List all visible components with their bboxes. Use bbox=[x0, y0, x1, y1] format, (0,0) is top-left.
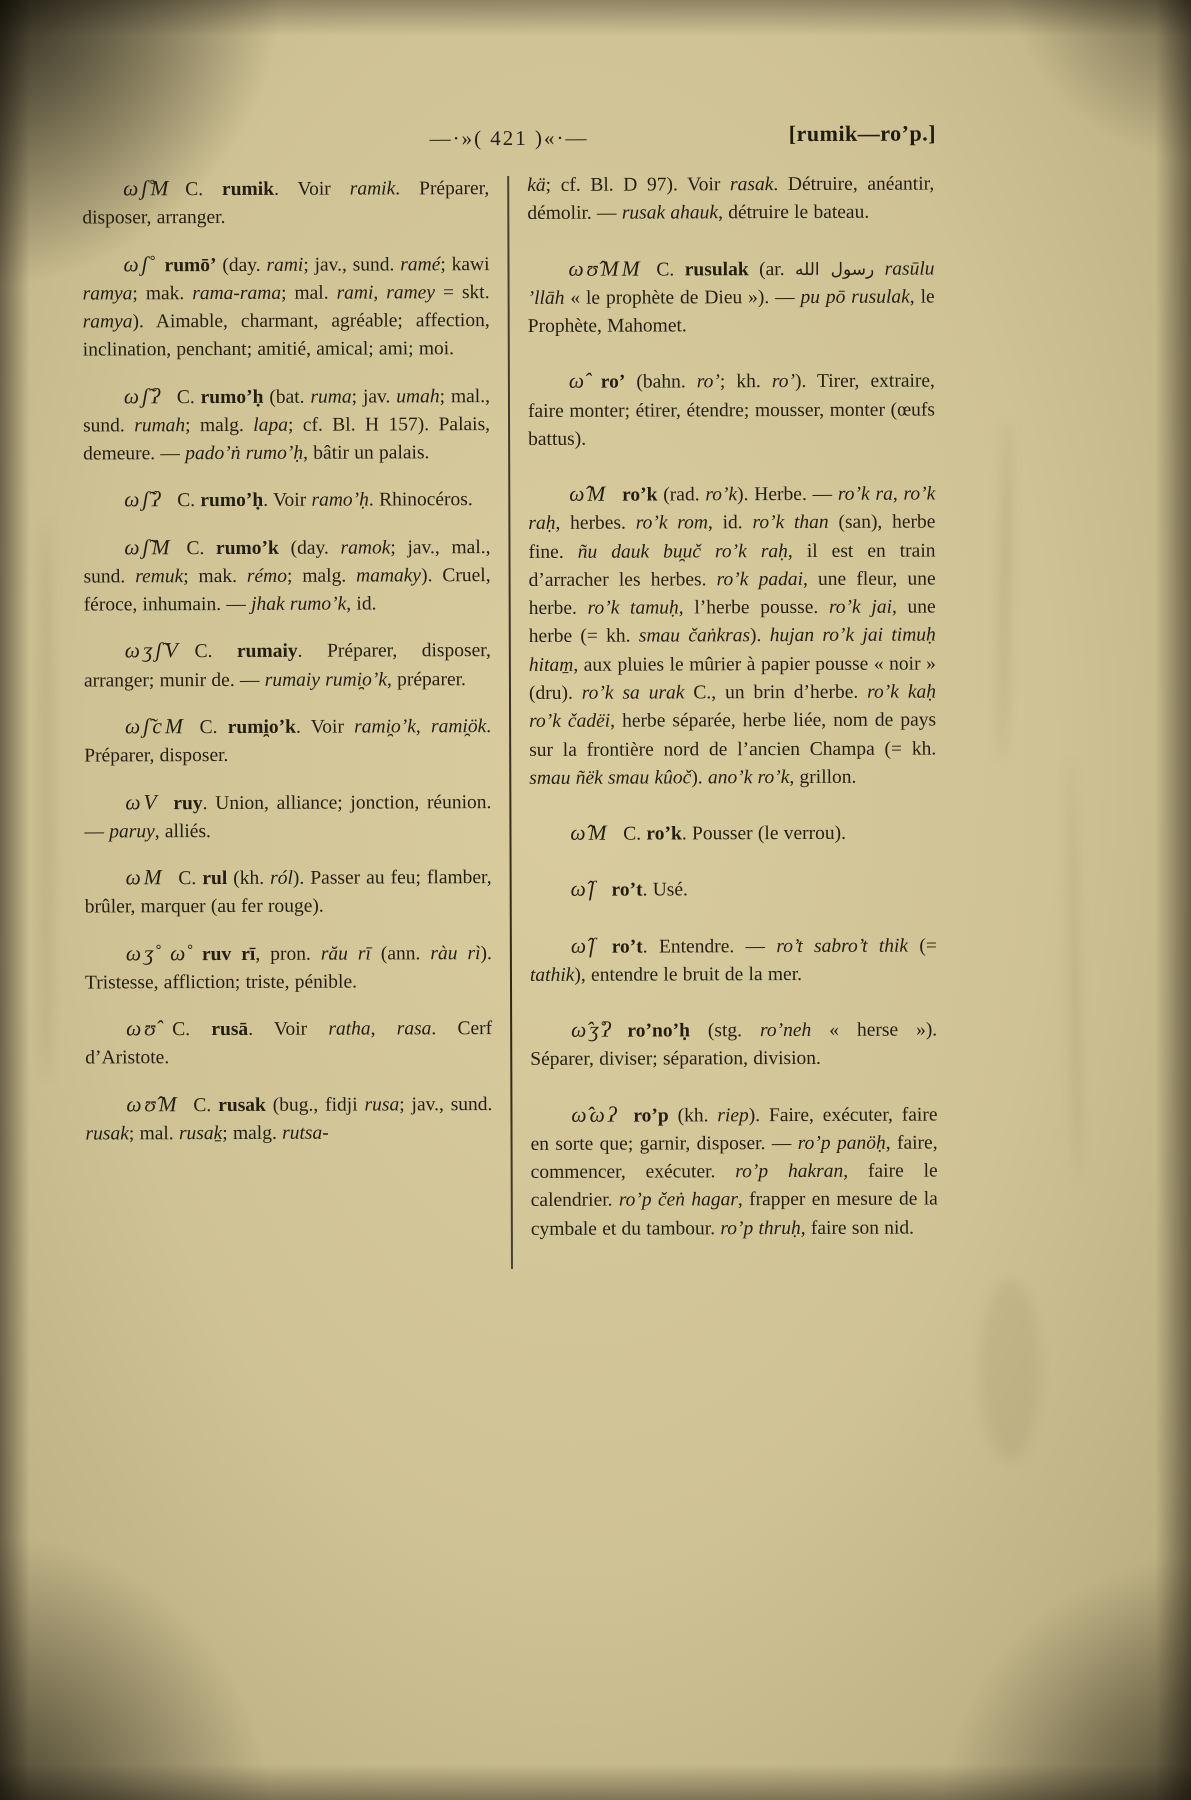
entry-rumoh bbox=[83, 380, 490, 469]
entry-text-segment: rău rī bbox=[320, 943, 371, 965]
entry-text-segment: ro’k tamuḥ bbox=[587, 597, 679, 619]
entry-text-segment: hujan ro’k jai timuḥ hitam̱ bbox=[528, 624, 936, 676]
entry-text-segment: ), entendre le bruit de la mer. bbox=[574, 963, 803, 986]
entry-text-segment: rumo’ḥ bbox=[200, 386, 264, 408]
entry-text-segment: , une herbe (= kh. bbox=[528, 596, 936, 648]
entry-text-segment: rusak̠ bbox=[178, 1122, 223, 1145]
entry-text-segment: ro’k sa urak bbox=[581, 682, 685, 704]
entry-text-segment: ). Cruel, féroce, inhumain. — bbox=[83, 564, 491, 616]
entry-rul bbox=[85, 861, 492, 922]
entry-text-segment: rusā bbox=[211, 1019, 249, 1041]
entry-text-segment: , herbe séparée, herbe liée, nom de pays sur la frontière nord de l’ancien Champa (= kh. bbox=[529, 709, 937, 761]
entry-text-segment: ). Aimable, charmant, agréable; affection, inclination, penchant; amitié, amical; ami; moi. bbox=[82, 310, 490, 361]
entry-text-segment: ramya bbox=[82, 311, 133, 333]
entry-text-segment: rumi̯o’k bbox=[227, 716, 296, 738]
entry-text-segment: ro’ bbox=[696, 371, 720, 393]
cham-script-glyphs: ωʃ̊ bbox=[123, 251, 165, 276]
entry-text-segment: ramya bbox=[82, 283, 133, 305]
entry-text-segment: , faire, commencer, exécuter. bbox=[530, 1132, 938, 1184]
entry-rop bbox=[530, 1098, 938, 1244]
cham-script-glyphs: ωM bbox=[125, 865, 179, 890]
entry-text-segment: ; kh. bbox=[719, 371, 772, 393]
entry-text-segment: ro’k ra bbox=[837, 483, 893, 505]
bleed-through-smudge bbox=[980, 1280, 1040, 1460]
entry-text-segment: ramé bbox=[400, 253, 441, 275]
entry-text-segment: C. bbox=[186, 537, 217, 559]
entry-text-segment: ). Tristesse, affliction; triste, pénible. bbox=[84, 942, 492, 994]
entry-text-segment: ro’k padai bbox=[716, 568, 804, 591]
entry-text-segment: ro’ bbox=[771, 371, 795, 393]
entry-text-segment: pado’ṅ rumo’ḥ bbox=[185, 442, 304, 465]
entry-text-segment: rasūlu ’llāh bbox=[527, 258, 935, 309]
right-column bbox=[527, 171, 938, 1269]
cham-script-glyphs: ωV bbox=[125, 789, 174, 814]
entry-text-segment: . Entendre. — bbox=[642, 935, 777, 958]
entry-ro bbox=[528, 365, 935, 454]
entry-text-segment: , bbox=[370, 1018, 397, 1040]
entry-text-segment: rusa bbox=[364, 1094, 400, 1116]
entry-text-segment: ; kawi bbox=[440, 253, 490, 275]
entry-text-segment: rami, ramey bbox=[336, 282, 436, 304]
entry-text-segment: rusulak bbox=[684, 258, 749, 280]
entry-text-segment: rémo bbox=[246, 565, 288, 587]
entry-text-segment: C. bbox=[178, 868, 203, 890]
entry-text-segment: . Voir bbox=[263, 490, 312, 512]
cham-script-glyphs: ωʃ̃ʔ bbox=[123, 383, 177, 408]
entry-text-segment: C., un brin d’herbe. bbox=[684, 681, 868, 704]
entry-text-segment: , aux pluies le mûrier à papier pousse « noir » (dru). bbox=[528, 653, 936, 704]
entry-text-segment: (kh. bbox=[227, 867, 271, 890]
entry-text-segment: pu pō rusulak bbox=[800, 286, 910, 308]
entry-text-segment: (ann. bbox=[370, 942, 431, 965]
entry-text-segment: lapa bbox=[253, 414, 288, 436]
entry-rusak bbox=[85, 1088, 492, 1149]
entry-rot bbox=[530, 873, 937, 906]
entry-text-segment: ; malg. bbox=[286, 565, 357, 587]
entry-text-segment: rul bbox=[202, 868, 228, 890]
entry-rumo bbox=[82, 248, 489, 365]
entry-text-segment: , pron. bbox=[255, 943, 321, 965]
entry-text-segment: . Union, alliance; jonction, réunion. — bbox=[84, 791, 492, 843]
entry-text-segment: ro’k raḥ bbox=[528, 483, 936, 535]
running-head: [rumik—ro’p.] bbox=[788, 120, 937, 147]
bleed-through-smudge bbox=[997, 420, 1013, 760]
entry-text-segment: , bbox=[892, 483, 904, 505]
entry-text-segment: . Pousser (le verrou). bbox=[681, 822, 847, 845]
entry-rok-2 bbox=[529, 817, 936, 850]
entry-text-segment: rusak ahauk bbox=[621, 202, 719, 224]
entry-text-segment: ro’p panöḥ bbox=[797, 1132, 886, 1154]
entry-ruy bbox=[84, 786, 491, 847]
cham-script-glyphs: ωʊ̂M bbox=[126, 1091, 194, 1116]
entry-text-segment: , le Prophète, Mahomet. bbox=[527, 286, 935, 338]
entry-text-segment: ro’no’ḥ bbox=[627, 1020, 690, 1042]
entry-text-segment: tathik bbox=[529, 964, 575, 986]
entry-text-segment: rumik bbox=[222, 178, 275, 201]
cham-script-glyphs: ωʃ̃cM bbox=[124, 714, 200, 739]
entry-text-segment: ). Tirer, extraire, faire monter; étirer, étendre; mousser, monter (œufs battus). bbox=[527, 370, 936, 450]
entry-text-segment: . Voir bbox=[295, 716, 355, 738]
cham-script-glyphs: ωʊ̂ bbox=[126, 1016, 173, 1041]
entry-text-segment: ro’k jai bbox=[828, 596, 893, 619]
entry-text-segment: , bâtir un palais. bbox=[303, 442, 430, 464]
entry-text-segment: ; cf. Bl. H 157). Palais, demeure. — bbox=[83, 413, 491, 465]
entry-text-segment: (rad. bbox=[657, 484, 706, 506]
entry-text-segment: C. bbox=[185, 179, 223, 201]
entry-text-segment: , une fleur, une herbe. bbox=[528, 568, 936, 620]
entry-rumik bbox=[82, 172, 489, 233]
entry-text-segment: rasa bbox=[396, 1018, 432, 1040]
entry-text-segment: . Usé. bbox=[642, 879, 688, 901]
cham-script-glyphs: ω̂ωʔ bbox=[571, 1102, 634, 1127]
entry-text-segment: kä bbox=[527, 174, 546, 196]
entry-text-segment: ro’t bbox=[611, 879, 643, 901]
entry-text-segment: ano’k ro’k bbox=[707, 766, 790, 789]
entry-text-segment: . Voir bbox=[248, 1018, 329, 1041]
entry-text-segment: rusak bbox=[218, 1094, 266, 1116]
cham-script-glyphs: ωʒ̊ ω̊ bbox=[125, 940, 203, 965]
entry-text-segment: umah bbox=[396, 385, 440, 407]
entry-text-segment: C. bbox=[623, 823, 647, 845]
entry-rusa bbox=[85, 1012, 492, 1073]
entry-text-segment: ro’p čeṅ hagar bbox=[618, 1189, 738, 1212]
entry-text-segment: C. bbox=[656, 258, 685, 281]
entry-rumiok bbox=[84, 710, 491, 771]
entry-text-segment: , id. bbox=[346, 593, 377, 615]
entry-ruv-ri bbox=[85, 937, 492, 998]
entry-text-segment: rutsa- bbox=[282, 1122, 329, 1144]
entry-text-segment: ). bbox=[750, 625, 770, 647]
entry-text-segment: (bat. bbox=[263, 386, 311, 408]
entry-text-segment: ro’k kaḥ ro’k čadëi bbox=[529, 681, 937, 733]
entry-text-segment: , préparer. bbox=[386, 668, 466, 691]
entry-text-segment: . Cerf d’Aristote. bbox=[85, 1018, 493, 1069]
entry-text-segment: rumo’ḥ bbox=[200, 490, 264, 512]
two-column-text bbox=[82, 171, 940, 1271]
entry-text-segment: ro’p thruḥ bbox=[720, 1217, 801, 1239]
entry-text-segment: remuk bbox=[135, 566, 184, 588]
entry-text-segment: (= bbox=[908, 935, 937, 957]
entry-text-segment: ; malg. bbox=[222, 1122, 283, 1144]
entry-text-segment: rama-rama bbox=[192, 282, 282, 304]
entry-text-segment: ramok bbox=[340, 537, 391, 559]
bleed-through-smudge bbox=[1066, 760, 1082, 1180]
entry-text-segment: ràu rì bbox=[430, 942, 481, 964]
cham-script-glyphs: ωʃ̃ʔ bbox=[124, 487, 178, 512]
page-body bbox=[82, 120, 940, 1271]
column-divider bbox=[507, 176, 513, 1269]
entry-text-segment: rami̯o’k bbox=[354, 716, 416, 738]
entry-text-segment: ro’k bbox=[646, 823, 682, 845]
entry-ronoh bbox=[530, 1014, 937, 1075]
entry-text-segment: ratha bbox=[328, 1018, 371, 1040]
cham-script-glyphs: ω̂M bbox=[570, 820, 624, 845]
entry-text-segment: (day. bbox=[278, 537, 341, 559]
entry-text-segment: ro’k bbox=[622, 484, 658, 506]
entry-text-segment: ruv rī bbox=[201, 943, 256, 965]
entry-text-segment: . Détruire, anéantir, démolir. — bbox=[527, 173, 935, 225]
entry-text-segment: ro’k rom bbox=[635, 512, 708, 534]
entry-text-segment bbox=[874, 258, 885, 279]
entry-text-segment: riep bbox=[717, 1104, 749, 1126]
entry-text-segment: ; jav. bbox=[351, 385, 397, 408]
entry-text-segment: ro’k bbox=[705, 484, 738, 506]
entry-text-segment: rumo’k bbox=[215, 537, 279, 559]
entry-text-segment: ). Herbe. — bbox=[737, 483, 838, 506]
entry-text-segment: (kh. bbox=[668, 1104, 718, 1127]
entry-text-segment: « le prophète de Dieu »). — bbox=[564, 286, 801, 309]
entry-text-segment: ro’neh bbox=[759, 1020, 812, 1042]
entry-text-segment: rumaiy bbox=[236, 641, 298, 663]
entry-text-segment: . Préparer, disposer, arranger; munir de. — bbox=[83, 640, 491, 692]
entry-text-segment: , détruire le bateau. bbox=[718, 202, 870, 224]
entry-text-segment: C. bbox=[176, 386, 201, 408]
cham-script-glyphs: ω̂ bbox=[568, 369, 601, 394]
entry-text-segment: rumō’ bbox=[164, 254, 217, 276]
entry-text-segment: ro’k than bbox=[752, 512, 829, 534]
entry-text-segment: ro’t sabro’t thik bbox=[776, 935, 909, 957]
entry-rot-2 bbox=[530, 929, 937, 990]
entry-text-segment: rusak bbox=[85, 1123, 129, 1145]
entry-text-segment: C. bbox=[177, 490, 201, 512]
cham-script-glyphs: ω̂ʒ̊ʔ bbox=[571, 1017, 628, 1042]
entry-text-segment: C. bbox=[199, 716, 228, 739]
entry-text-segment: . Rhinocéros. bbox=[368, 489, 473, 511]
entry-rumok bbox=[83, 531, 490, 620]
entry-text-segment: ; jav., mal., sund. bbox=[83, 536, 491, 588]
entry-text-segment: ñu dauk bu̯uč ro’k raḥ bbox=[577, 540, 788, 563]
entry-text-segment: , l’herbe pousse. bbox=[678, 597, 829, 619]
entry-text-segment: ramik bbox=[349, 178, 396, 200]
cham-script-glyphs: ω̂ſ bbox=[570, 933, 612, 958]
entry-text-segment: ro’ bbox=[600, 371, 626, 394]
cham-script-glyphs: ωʃ̊M bbox=[123, 176, 186, 201]
entry-text-segment: smau čaṅkras bbox=[638, 625, 751, 648]
entry-text-segment: , il est en train d’arracher les herbes. bbox=[528, 540, 936, 591]
entry-text-segment: , faire son nid. bbox=[800, 1217, 915, 1239]
entry-text-segment: (bahn. bbox=[625, 371, 697, 393]
entry-text-segment: , alliés. bbox=[154, 820, 211, 843]
entry-text-segment: , herbes. bbox=[555, 512, 636, 535]
entry-text-segment: C. bbox=[172, 1019, 212, 1041]
entry-rumaiy bbox=[84, 635, 491, 696]
entry-text-segment: « herse »). Séparer, diviser; séparation, division. bbox=[530, 1019, 938, 1071]
page-number: —·»( 421 )«·— bbox=[429, 125, 589, 151]
entry-text-segment: mamaky bbox=[356, 565, 422, 587]
entry-text-segment: rasak bbox=[729, 174, 774, 196]
entry-rok bbox=[528, 478, 936, 793]
entry-text-segment: jhak rumo’k bbox=[251, 593, 347, 616]
entry-text-segment: ; mal. bbox=[281, 282, 337, 304]
entry-text-segment: (san), herbe fine. bbox=[528, 511, 936, 563]
entry-text-segment: , bbox=[415, 716, 432, 738]
entry-text-segment: ro’p hakran bbox=[735, 1161, 844, 1183]
entry-text-segment: (day. bbox=[216, 254, 267, 276]
entry-text-segment: , grillon. bbox=[789, 766, 857, 788]
entry-text-segment: , id. bbox=[707, 512, 753, 534]
entry-text-segment: . Voir bbox=[274, 178, 350, 200]
entry-text-segment: C. bbox=[194, 641, 238, 663]
bleed-through-smudge bbox=[40, 520, 52, 1080]
entry-text-segment: ról bbox=[270, 867, 293, 889]
entry-text-segment: (ar. bbox=[748, 258, 796, 280]
entry-text-segment: (bug., fidji bbox=[265, 1094, 365, 1116]
cham-script-glyphs: ω̂ſ bbox=[570, 876, 612, 902]
entry-text-segment: ; cf. Bl. D 97). Voir bbox=[545, 174, 731, 196]
entry-text-segment: ; jav., sund. bbox=[303, 253, 401, 276]
entry-text-segment: rami̯ök bbox=[430, 716, 487, 738]
entry-text-segment: rami bbox=[266, 254, 304, 276]
entry-text-segment: = skt. bbox=[434, 281, 490, 304]
entry-text-segment: ; jav., sund. bbox=[399, 1093, 493, 1116]
entry-text-segment: ruma bbox=[310, 386, 352, 408]
entry-text-segment: ramo’ḥ bbox=[311, 489, 369, 512]
entry-text-segment: ; mal. bbox=[128, 1123, 179, 1145]
entry-text-segment: ruy bbox=[173, 792, 203, 814]
entry-text-segment: ; mal., sund. bbox=[83, 385, 490, 437]
entry-text-segment: ). bbox=[691, 767, 708, 789]
entry-text-segment: ro’p bbox=[633, 1105, 669, 1127]
entry-rusulak bbox=[527, 252, 934, 341]
entry-text-segment: . Préparer, disposer, arranger. bbox=[82, 178, 490, 229]
entry-text-segment: smau ñëk smau kûoč bbox=[529, 767, 692, 789]
cham-script-glyphs: ωʒʃ̃V bbox=[124, 638, 195, 663]
entry-text-segment: (stg. bbox=[689, 1020, 761, 1042]
left-column bbox=[82, 172, 493, 1270]
entry-text-segment: , faire le calendrier. bbox=[530, 1160, 938, 1212]
entry-text-segment: . Préparer, disposer. bbox=[84, 716, 492, 767]
entry-text-segment: ). Passer au feu; flamber, brûler, marquer (au fer rouge). bbox=[84, 867, 492, 918]
entry-text-segment: ; malg. bbox=[185, 414, 254, 436]
entry-rusak-cont bbox=[527, 171, 934, 229]
entry-rumoh-2 bbox=[83, 483, 490, 516]
entry-text-segment: rumaiy rumi̯o’k bbox=[264, 669, 388, 691]
cham-script-glyphs: ω̂M bbox=[569, 481, 623, 506]
entry-text-segment: ). Faire, exécuter, faire en sorte que; garnir, disposer. — bbox=[530, 1104, 938, 1155]
cham-script-glyphs: ωʃ̃M bbox=[124, 534, 187, 560]
cham-script-glyphs: ωʊ̂MM bbox=[568, 256, 657, 281]
entry-text-segment: , frapper en mesure de la cymbale et du tambour. bbox=[530, 1188, 938, 1240]
page-header bbox=[82, 120, 937, 174]
entry-text-segment: ro’t bbox=[611, 936, 643, 958]
entry-text-segment: ; mak. bbox=[132, 282, 193, 305]
entry-text-segment: C. bbox=[193, 1094, 219, 1116]
entry-text-segment: ; mak. bbox=[183, 565, 247, 588]
entry-text-segment: رسول الله bbox=[794, 259, 875, 280]
entry-text-segment: paruy bbox=[109, 821, 155, 843]
entry-text-segment: rumah bbox=[134, 414, 186, 437]
